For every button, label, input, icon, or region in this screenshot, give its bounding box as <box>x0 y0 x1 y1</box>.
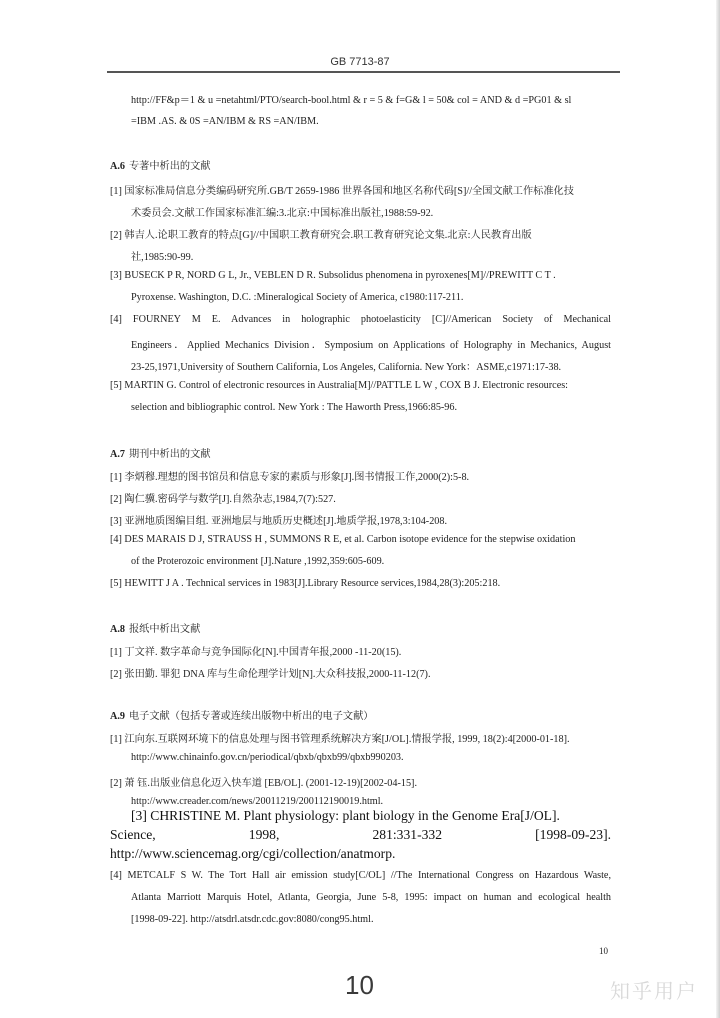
reference-line: [1998-09-22]. http://atsdrl.atsdr.cdc.gov:8080/cong95.html. <box>131 914 374 925</box>
reference-line: [3] BUSECK P R, NORD G L, Jr., VEBLEN D R. Subsolidus phenomena in pyroxenes[M]//PREWITT C T . <box>110 270 556 281</box>
reference-line: [4] FOURNEY M E. Advances in holographic photoelasticity [C]//American Society of Mechanical <box>110 314 611 325</box>
reference-line: [2] 陶仁骥.密码学与数学[J].自然杂志,1984,7(7):527. <box>110 494 336 505</box>
reference-line-large: [3] CHRISTINE M. Plant physiology: plant biology in the Genome Era[J/OL]. <box>131 808 560 823</box>
reference-line: [1] 丁文祥. 数字革命与竞争国际化[N].中国青年报,2000 -11-20(15). <box>110 647 402 658</box>
reference-line: http://www.creader.com/news/20011219/200112190019.html. <box>131 796 384 807</box>
reference-line: selection and bibliographic control. New York : The Haworth Press,1966:85-96. <box>131 402 458 413</box>
header-divider <box>107 71 620 73</box>
page-header: GB 7713-87 <box>330 56 390 68</box>
section-number: A.8 <box>110 624 125 635</box>
section-number: A.9 <box>110 711 125 722</box>
reference-line: http://www.chinainfo.gov.cn/periodical/qbxb/qbxb99/qbxb990203. <box>131 752 404 763</box>
section-title: 报纸中析出文献 <box>129 624 201 635</box>
section-title: 期刊中析出的文献 <box>129 449 211 460</box>
reference-line: [2] 韩吉人.论职工教育的特点[G]//中国职工教育研究会.职工教育研究论文集.北京:人民教育出版 <box>110 230 532 241</box>
reference-line: [1] 李炳穆.理想的图书馆员和信息专家的素质与形象[J].图书情报工作,2000(2):5-8. <box>110 472 470 483</box>
reference-line: [5] MARTIN G. Control of electronic resources in Australia[M]//PATTLE L W , COX B J. Electronic resources: <box>110 380 569 391</box>
reference-line: [5] HEWITT J A . Technical services in 1983[J].Library Resource services,1984,28(3):205:218. <box>110 578 501 589</box>
reference-line: 术委员会.文献工作国家标准汇编:3.北京:中国标准出版社,1988:59-92. <box>131 208 434 219</box>
watermark: 知乎用户 <box>610 979 698 1003</box>
reference-line: of the Proterozoic environment [J].Nature ,1992,359:605-609. <box>131 556 385 567</box>
page-edge-shadow <box>716 0 720 1018</box>
section-number: A.7 <box>110 449 125 460</box>
intro-line: =IBM .AS. & 0S =AN/IBM & RS =AN/IBM. <box>131 116 319 127</box>
section-title: 电子文献（包括专著或连续出版物中析出的电子文献） <box>129 711 374 722</box>
reference-line: 23-25,1971,University of Southern California, Los Angeles, California. New York：ASME,c1971:17-38. <box>131 362 562 373</box>
reference-line: [2] 张田勤. 罪犯 DNA 库与生命伦理学计划[N].大众科技报,2000-11-12(7). <box>110 669 431 680</box>
section-heading-a9 <box>110 707 374 722</box>
section-heading-a8 <box>110 620 200 635</box>
reference-line: [3] 亚洲地质图编目组. 亚洲地层与地质历史概述[J].地质学报,1978,3:104-208. <box>110 516 448 527</box>
section-heading-a6 <box>110 157 211 172</box>
intro-line: http://FF&p＝1 & u =netahtml/PTO/search-bool.html & r = 5 & f=G& l = 50& col = AND & d =PG01 & sl <box>131 95 572 106</box>
section-heading-a7 <box>110 445 211 460</box>
reference-line: [2] 萧 钰.出版业信息化迈入快车道 [EB/OL]. (2001-12-19)[2002-04-15]. <box>110 778 417 789</box>
page-number-footer: 10 <box>599 946 608 956</box>
reference-line-large: Science, 1998, 281:331-332 [1998-09-23]. <box>110 827 611 842</box>
reference-line: [4] DES MARAIS D J, STRAUSS H , SUMMONS R E, et al. Carbon isotope evidence for the stepwise oxidation <box>110 534 576 545</box>
reference-line: Atlanta Marriott Marquis Hotel, Atlanta, Georgia, June 5-8, 1995: impact on human and ecological health <box>131 892 611 903</box>
reference-line: [1] 国家标准局信息分类编码研究所.GB/T 2659-1986 世界各国和地区名称代码[S]//全国文献工作标准化技 <box>110 186 574 197</box>
reference-line: [1] 江向东.互联网环境下的信息处理与图书管理系统解决方案[J/OL].情报学报, 1999, 18(2):4[2000-01-18]. <box>110 734 570 745</box>
reference-line: 社,1985:90-99. <box>131 252 194 263</box>
reference-line-large: http://www.sciencemag.org/cgi/collection/anatmorp. <box>110 846 396 861</box>
section-number: A.6 <box>110 161 125 172</box>
reference-line: Pyroxense. Washington, D.C. :Mineralogical Society of America, c1980:117-211. <box>131 292 464 303</box>
page-number-indicator: 10 <box>345 970 374 1000</box>
section-title: 专著中析出的文献 <box>129 161 211 172</box>
reference-line: Engineers．Applied Mechanics Division．Symposium on Applications of Holography in Mechanics, August <box>131 340 611 351</box>
reference-line: [4] METCALF S W. The Tort Hall air emission study[C/OL] //The International Congress on Hazardous Waste, <box>110 870 611 881</box>
